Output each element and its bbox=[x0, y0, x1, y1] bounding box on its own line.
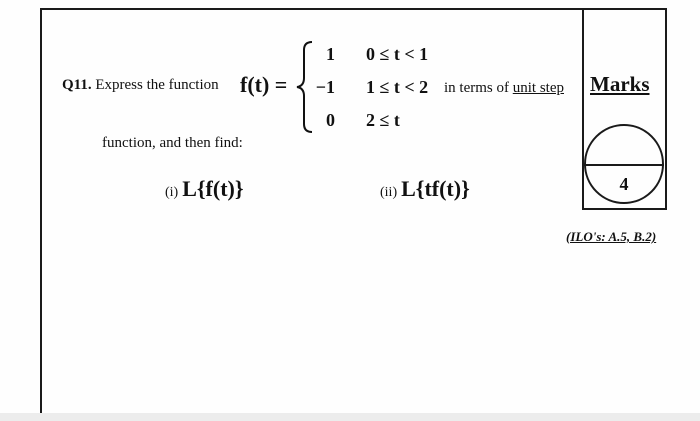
in-terms-of-text: in terms of bbox=[444, 80, 509, 96]
piece-value-3: 0 bbox=[326, 110, 335, 130]
marks-column-right-border bbox=[665, 8, 667, 210]
piece-value-1: 1 bbox=[326, 44, 335, 64]
part-i bbox=[165, 176, 244, 202]
part-ii bbox=[380, 176, 470, 202]
page-bottom-strip bbox=[0, 413, 700, 421]
marks-value: 4 bbox=[619, 174, 629, 194]
unit-step-text: unit step bbox=[512, 80, 564, 96]
question-intro-text: Express the function bbox=[95, 77, 219, 93]
function-lhs: f(t) = bbox=[240, 72, 288, 97]
unit-step-phrase bbox=[444, 80, 564, 97]
ilo-reference: (ILO's: A.5, B.2) bbox=[566, 229, 657, 244]
piece-condition-1: 0 ≤ t < 1 bbox=[366, 44, 429, 64]
part-ii-expression: L{tf(t)} bbox=[401, 176, 470, 201]
question-intro bbox=[62, 77, 219, 94]
marks-column-bottom-border bbox=[582, 208, 667, 210]
marks-circle-divider bbox=[584, 164, 664, 166]
piece-condition-2: 1 ≤ t < 2 bbox=[366, 77, 429, 97]
piece-value-2: −1 bbox=[315, 77, 335, 97]
question-continuation: function, and then find: bbox=[102, 135, 243, 151]
part-i-label: (i) bbox=[165, 185, 179, 200]
frame-top-border bbox=[40, 8, 667, 10]
part-ii-label: (ii) bbox=[380, 185, 398, 200]
part-i-expression: L{f(t)} bbox=[182, 176, 244, 201]
frame-left-border bbox=[40, 8, 42, 421]
marks-column-left-border bbox=[582, 8, 584, 210]
marks-heading: Marks bbox=[590, 72, 650, 96]
piece-condition-3: 2 ≤ t bbox=[366, 110, 400, 130]
question-number: Q11. bbox=[62, 77, 92, 93]
